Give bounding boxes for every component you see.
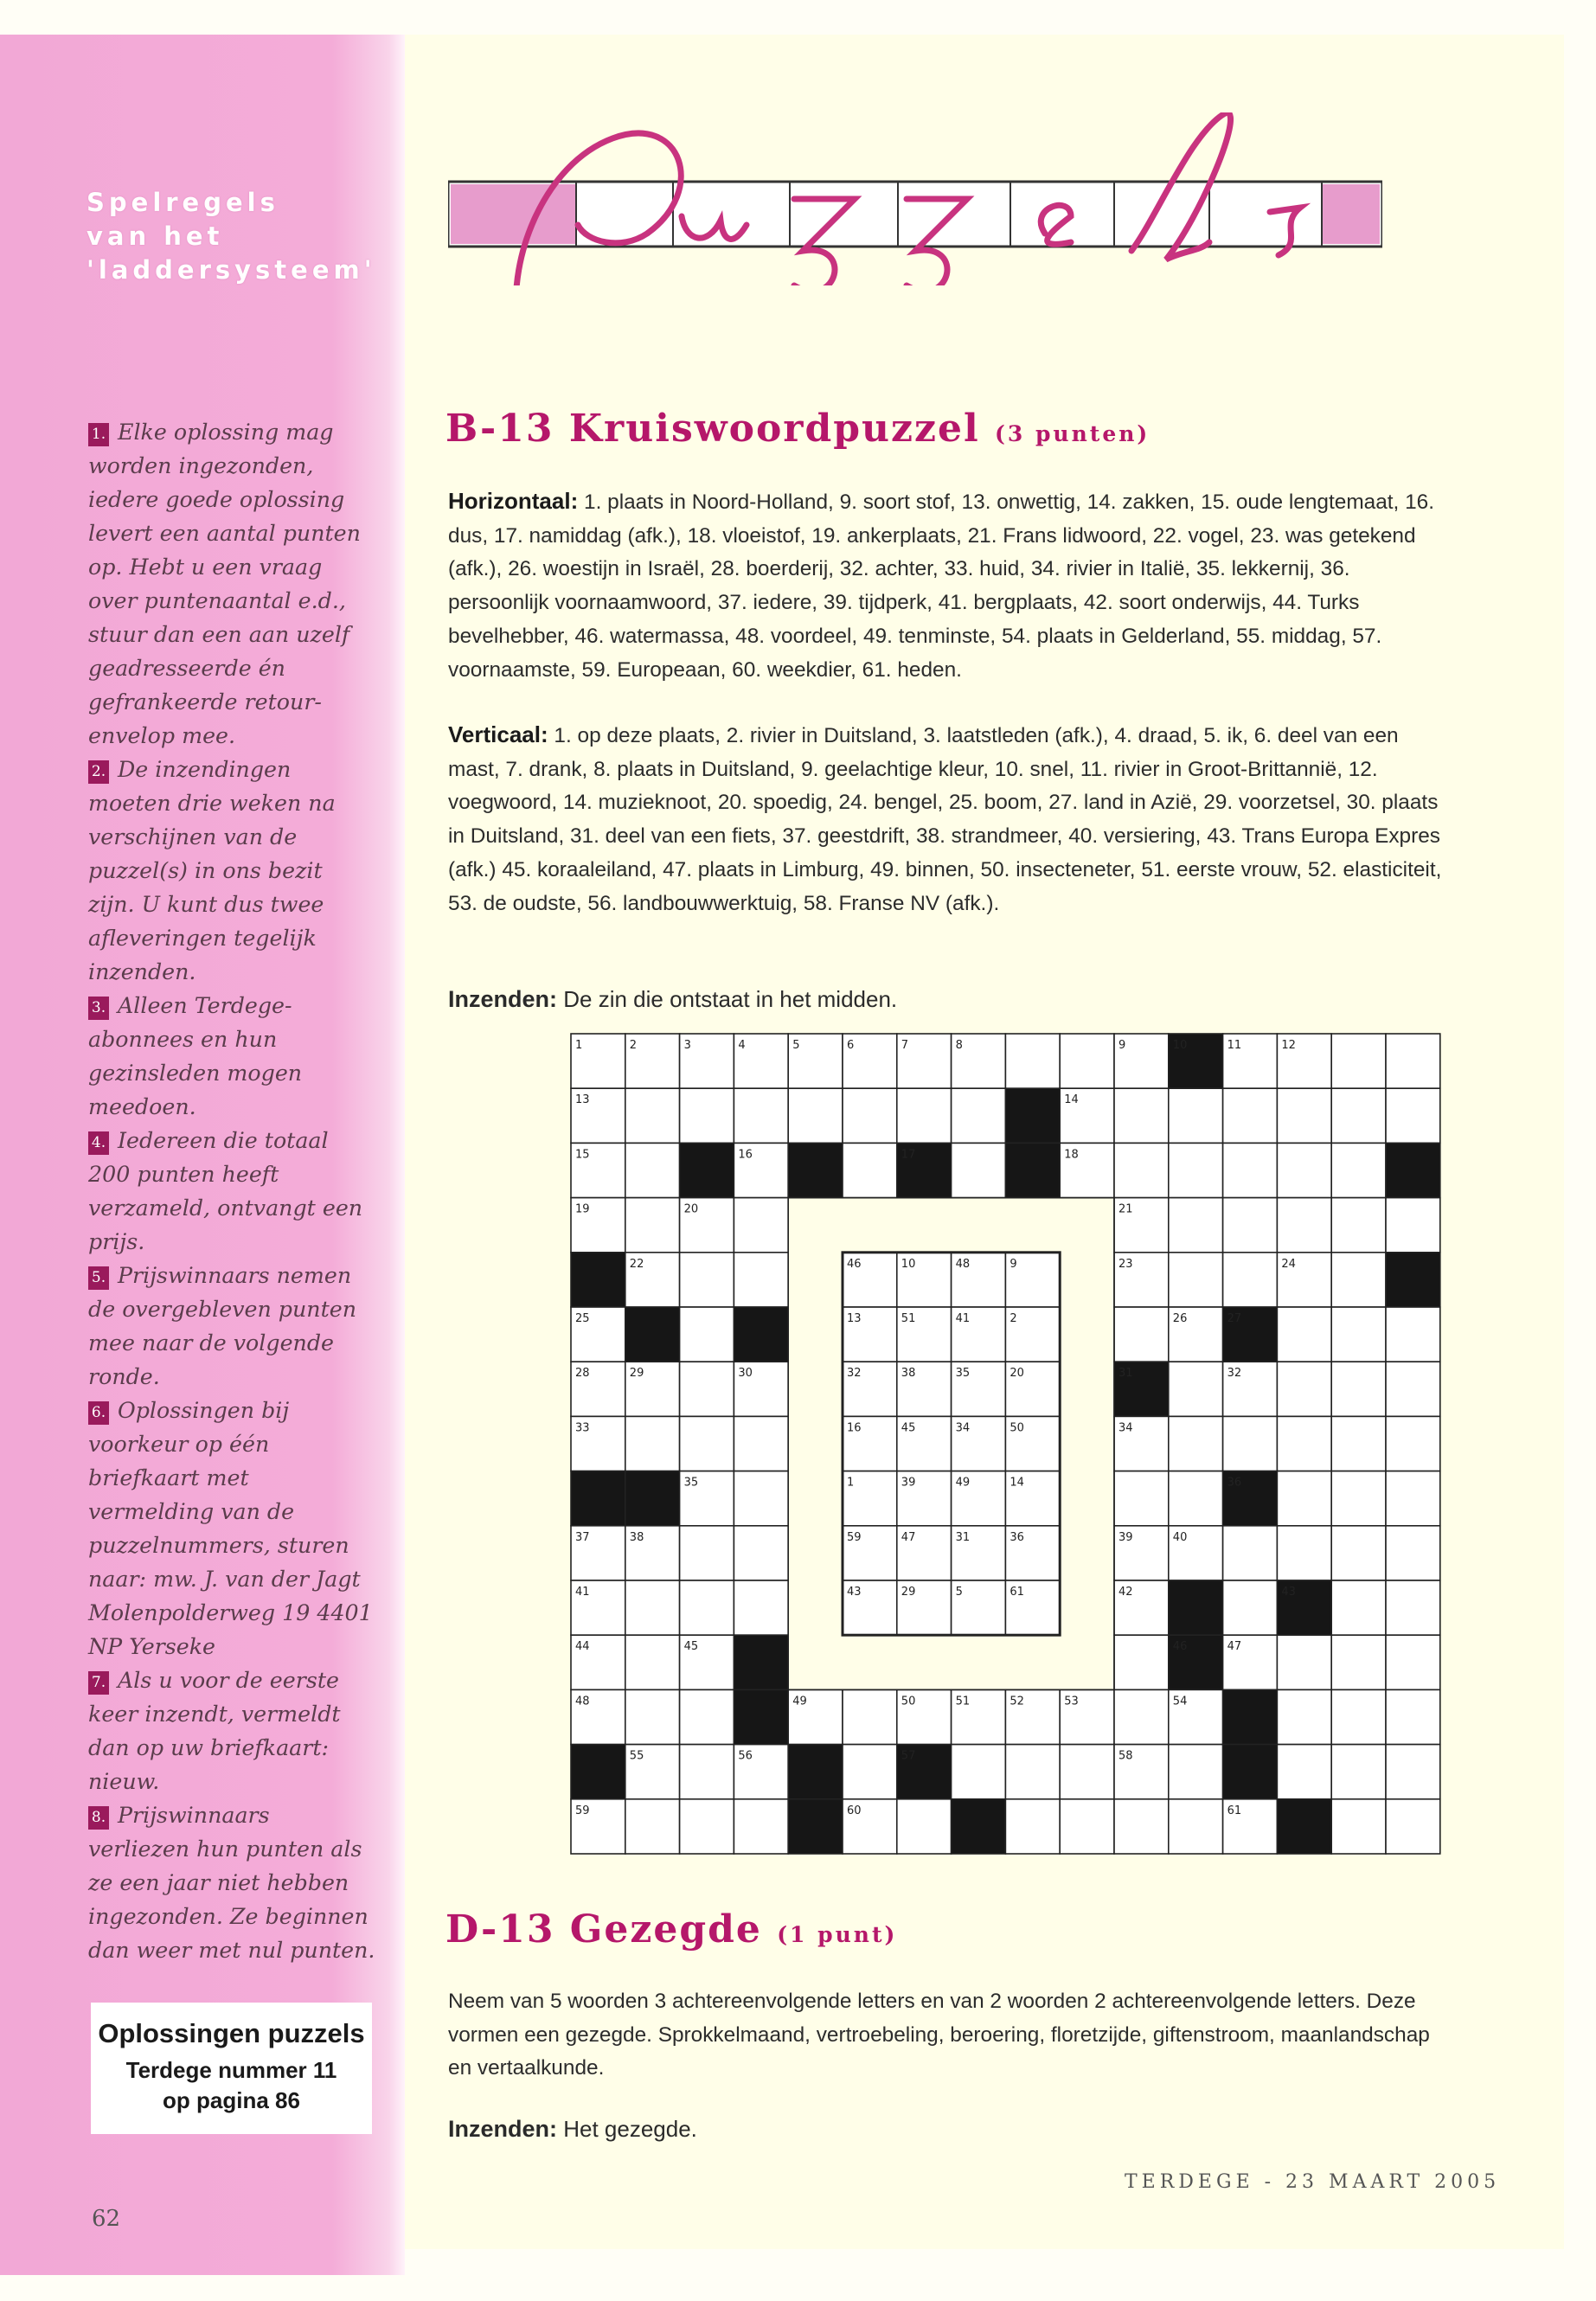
grid-cell[interactable] xyxy=(1386,1580,1440,1635)
grid-clue-number: 27 xyxy=(1227,1312,1242,1325)
grid-cell[interactable] xyxy=(843,1745,897,1799)
grid-block xyxy=(1223,1745,1278,1799)
grid-cell[interactable] xyxy=(1277,1635,1331,1689)
grid-cell[interactable] xyxy=(1277,1307,1331,1362)
magazine-footer: TERDEGE - 23 MAART 2005 xyxy=(1125,2171,1501,2193)
inner-clue-number: 43 xyxy=(847,1586,862,1599)
inner-clue-number: 16 xyxy=(847,1421,862,1435)
grid-clue-number: 15 xyxy=(575,1148,590,1162)
grid-cell[interactable] xyxy=(1277,1088,1331,1143)
grid-clue-number: 14 xyxy=(1064,1093,1079,1107)
grid-clue-number: 5 xyxy=(792,1039,800,1052)
grid-block xyxy=(571,1471,625,1526)
grid-clue-number: 40 xyxy=(1172,1530,1188,1544)
grid-cell[interactable] xyxy=(1386,1198,1440,1253)
grid-cell[interactable] xyxy=(1060,1799,1114,1854)
grid-clue-number: 35 xyxy=(683,1476,699,1490)
rules-heading-line: 'laddersysteem' xyxy=(87,255,376,285)
rule-text: Als u voor de eerste keer inzendt, vermeldt dan op uw briefkaart: nieuw. xyxy=(88,1668,341,1794)
grid-cell[interactable] xyxy=(680,1689,734,1744)
grid-cell[interactable] xyxy=(1060,1745,1114,1799)
inner-clue-number: 48 xyxy=(955,1257,971,1271)
inner-clue-number: 51 xyxy=(901,1312,916,1325)
grid-clue-number: 23 xyxy=(1118,1257,1133,1271)
grid-clue-number: 46 xyxy=(1172,1640,1188,1654)
grid-cell[interactable] xyxy=(1114,1471,1169,1526)
grid-clue-number: 34 xyxy=(1118,1421,1133,1435)
grid-cell[interactable] xyxy=(1114,1088,1169,1143)
grid-clue-number: 43 xyxy=(1281,1586,1296,1599)
grid-cell[interactable] xyxy=(1386,1745,1440,1799)
solutions-page: op pagina 86 xyxy=(163,2087,300,2113)
grid-clue-number: 20 xyxy=(683,1202,699,1216)
grid-cell[interactable] xyxy=(1386,1362,1440,1416)
grid-cell[interactable] xyxy=(680,1745,734,1799)
grid-clue-number: 57 xyxy=(901,1749,916,1763)
grid-clue-number: 16 xyxy=(738,1148,753,1162)
inner-clue-number: 29 xyxy=(901,1586,916,1599)
grid-cell[interactable] xyxy=(897,1799,952,1854)
rule-number: 4. xyxy=(88,1131,109,1155)
grid-clue-number: 45 xyxy=(683,1640,699,1654)
b13-submit-text: De zin die ontstaat in het midden. xyxy=(563,986,898,1012)
grid-clue-number: 6 xyxy=(847,1039,855,1052)
grid-cell[interactable] xyxy=(1005,1799,1060,1854)
grid-cell[interactable] xyxy=(952,1745,1006,1799)
grid-cell[interactable] xyxy=(1114,1143,1169,1197)
grid-clue-number: 12 xyxy=(1281,1039,1296,1052)
grid-cell[interactable] xyxy=(1114,1799,1169,1854)
d13-title xyxy=(445,1907,897,1952)
grid-cell[interactable] xyxy=(1331,1799,1386,1854)
grid-cell[interactable] xyxy=(1060,1034,1114,1088)
grid-clue-number: 2 xyxy=(629,1039,638,1052)
inner-clue-number: 38 xyxy=(901,1367,916,1381)
grid-cell[interactable] xyxy=(1223,1416,1278,1471)
grid-block xyxy=(1386,1253,1440,1307)
grid-block xyxy=(1005,1143,1060,1197)
grid-cell[interactable] xyxy=(680,1362,734,1416)
grid-block xyxy=(625,1471,680,1526)
grid-clue-number: 1 xyxy=(575,1039,583,1052)
grid-cell[interactable] xyxy=(1386,1689,1440,1744)
grid-cell[interactable] xyxy=(1277,1471,1331,1526)
grid-clue-number: 53 xyxy=(1064,1695,1079,1708)
grid-cell[interactable] xyxy=(788,1088,843,1143)
inner-clue-number: 9 xyxy=(1010,1257,1017,1271)
grid-cell[interactable] xyxy=(625,1416,680,1471)
grid-clue-number: 26 xyxy=(1172,1312,1188,1325)
rules-heading-line: Spelregels xyxy=(87,188,279,217)
grid-block xyxy=(1386,1143,1440,1197)
grid-clue-number: 48 xyxy=(575,1695,590,1708)
grid-block xyxy=(788,1799,843,1854)
grid-cell[interactable] xyxy=(1169,1253,1223,1307)
grid-cell[interactable] xyxy=(1277,1198,1331,1253)
grid-block xyxy=(734,1307,788,1362)
grid-cell[interactable] xyxy=(1331,1526,1386,1580)
grid-cell[interactable] xyxy=(1277,1362,1331,1416)
grid-cell[interactable] xyxy=(1331,1745,1386,1799)
grid-block xyxy=(571,1253,625,1307)
rule-number: 7. xyxy=(88,1671,109,1695)
grid-cell[interactable] xyxy=(625,1580,680,1635)
grid-cell[interactable] xyxy=(1386,1526,1440,1580)
grid-clue-number: 11 xyxy=(1227,1039,1242,1052)
page-number: 62 xyxy=(92,2206,121,2232)
grid-clue-number: 39 xyxy=(1118,1530,1133,1544)
grid-cell[interactable] xyxy=(734,1198,788,1253)
grid-cell[interactable] xyxy=(952,1088,1006,1143)
grid-cell[interactable] xyxy=(843,1088,897,1143)
solutions-title: Oplossingen puzzels xyxy=(98,2018,365,2048)
inner-clue-number: 14 xyxy=(1010,1476,1024,1490)
d13-title-text: D-13 Gezegde xyxy=(445,1907,762,1952)
grid-clue-number: 61 xyxy=(1227,1804,1242,1817)
d13-points: (1 punt) xyxy=(777,1922,898,1947)
grid-cell[interactable] xyxy=(680,1253,734,1307)
grid-clue-number: 32 xyxy=(1227,1367,1242,1381)
grid-block xyxy=(625,1307,680,1362)
grid-cell[interactable] xyxy=(734,1471,788,1526)
grid-cell[interactable] xyxy=(1277,1745,1331,1799)
grid-block xyxy=(680,1143,734,1197)
grid-block xyxy=(788,1745,843,1799)
rule-number: 1. xyxy=(88,423,109,446)
inner-clue-number: 61 xyxy=(1010,1586,1024,1599)
inner-clue-number: 10 xyxy=(901,1257,916,1271)
grid-clue-number: 52 xyxy=(1010,1695,1024,1708)
grid-cell[interactable] xyxy=(1277,1143,1331,1197)
grid-clue-number: 25 xyxy=(575,1312,590,1325)
grid-clue-number: 54 xyxy=(1172,1695,1188,1708)
grid-cell[interactable] xyxy=(1331,1253,1386,1307)
grid-cell[interactable] xyxy=(1169,1198,1223,1253)
vertical-label: Verticaal: xyxy=(448,721,548,747)
grid-cell[interactable] xyxy=(1331,1580,1386,1635)
grid-cell[interactable] xyxy=(1005,1745,1060,1799)
grid-cell[interactable] xyxy=(734,1416,788,1471)
grid-clue-number: 55 xyxy=(629,1749,644,1763)
grid-cell[interactable] xyxy=(952,1143,1006,1197)
inner-clue-number: 5 xyxy=(955,1586,963,1599)
grid-clue-number: 44 xyxy=(575,1640,590,1654)
grid-clue-number: 60 xyxy=(847,1804,862,1817)
grid-clue-number: 30 xyxy=(738,1367,753,1381)
vertical-clues-text: 1. op deze plaats, 2. rivier in Duitsland, 3. laatstleden (afk.), 4. draad, 5. ik, 6. deel van een mast, 7. drank, 8. plaats in Duitsland, 9. geelachtige kleur, 10. snel, 11. rivier in Groot-Brittannië, 12. voegwoord, 14. muzieknoot, 20. spoedig, 24. bengel, 25. boom, 27. land in Azië, 29. voorzetsel, 30. plaats in Duitsland, 31. deel van een fiets, 37. geestdrift, 38. strandmeer, 40. versiering, 43. Trans Europa Expres (afk.) 45. koraaleiland, 47. plaats in Limburg, 49. binnen, 50. insecteneter, 51. eerste vrouw, 52. elasticiteit, 53. de oudste, 56. landbouwwerktuig, 58. Franse NV (afk.). xyxy=(448,724,1442,915)
grid-cell[interactable] xyxy=(680,1307,734,1362)
grid-clue-number: 18 xyxy=(1064,1148,1079,1162)
grid-block xyxy=(1005,1088,1060,1143)
grid-clue-number: 10 xyxy=(1172,1039,1188,1052)
grid-cell[interactable] xyxy=(1114,1689,1169,1744)
grid-cell[interactable] xyxy=(1331,1471,1386,1526)
grid-cell[interactable] xyxy=(897,1088,952,1143)
grid-cell[interactable] xyxy=(680,1416,734,1471)
grid-cell[interactable] xyxy=(1277,1526,1331,1580)
b13-points: (3 punten) xyxy=(995,421,1151,446)
grid-cell[interactable] xyxy=(734,1088,788,1143)
horizontal-label: Horizontaal: xyxy=(448,488,579,514)
grid-cell[interactable] xyxy=(625,1143,680,1197)
grid-cell[interactable] xyxy=(1386,1034,1440,1088)
grid-clue-number: 42 xyxy=(1118,1586,1133,1599)
grid-cell[interactable] xyxy=(734,1799,788,1854)
grid-block xyxy=(788,1143,843,1197)
grid-cell[interactable] xyxy=(1386,1307,1440,1362)
grid-clue-number: 31 xyxy=(1118,1367,1133,1381)
grid-cell[interactable] xyxy=(1331,1088,1386,1143)
grid-cell[interactable] xyxy=(1331,1143,1386,1197)
inner-clue-number: 45 xyxy=(901,1421,916,1435)
grid-cell[interactable] xyxy=(1331,1635,1386,1689)
inner-clue-number: 13 xyxy=(847,1312,862,1325)
inner-clue-number: 39 xyxy=(901,1476,916,1490)
inner-clue-number: 32 xyxy=(847,1367,862,1381)
inner-clue-number: 34 xyxy=(955,1421,971,1435)
grid-cell[interactable] xyxy=(1386,1416,1440,1471)
grid-block xyxy=(1223,1689,1278,1744)
rules-heading-line: van het xyxy=(87,221,224,251)
inner-clue-number: 46 xyxy=(847,1257,862,1271)
grid-cell[interactable] xyxy=(734,1253,788,1307)
grid-cell[interactable] xyxy=(843,1689,897,1744)
rule-number: 6. xyxy=(88,1401,109,1425)
solutions-issue: Terdege nummer 11 xyxy=(125,2057,337,2083)
grid-cell[interactable] xyxy=(625,1799,680,1854)
rule-number: 2. xyxy=(88,760,109,784)
grid-clue-number: 37 xyxy=(575,1530,590,1544)
grid-clue-number: 4 xyxy=(738,1039,746,1052)
rule-text: Prijswinnaars nemen de overgebleven punten mee naar de volgende ronde. xyxy=(88,1263,357,1389)
inner-clue-number: 36 xyxy=(1010,1530,1024,1544)
grid-cell[interactable] xyxy=(734,1526,788,1580)
grid-clue-number: 47 xyxy=(1227,1640,1242,1654)
grid-clue-number: 50 xyxy=(901,1695,916,1708)
grid-clue-number: 58 xyxy=(1118,1749,1133,1763)
grid-cell[interactable] xyxy=(625,1689,680,1744)
grid-block xyxy=(734,1635,788,1689)
inner-clue-number: 49 xyxy=(955,1476,971,1490)
grid-cell[interactable] xyxy=(1331,1416,1386,1471)
grid-cell[interactable] xyxy=(1331,1689,1386,1744)
grid-clue-number: 28 xyxy=(575,1367,590,1381)
grid-clue-number: 3 xyxy=(683,1039,691,1052)
grid-clue-number: 22 xyxy=(629,1257,644,1271)
grid-clue-number: 8 xyxy=(955,1039,963,1052)
grid-cell[interactable] xyxy=(1386,1088,1440,1143)
grid-cell[interactable] xyxy=(1223,1143,1278,1197)
d13-instructions: Neem van 5 woorden 3 achtereenvolgende letters en van 2 woorden 2 achtereenvolgende letters. Deze vormen een gezegde. Sprokkelmaand, vertroebeling, beroering, floretzijde, giftenstroom, maanlandschap en vertaalkunde. xyxy=(448,1990,1430,2080)
grid-cell[interactable] xyxy=(1169,1362,1223,1416)
grid-cell[interactable] xyxy=(1223,1253,1278,1307)
d13-submit-label: Inzenden: xyxy=(448,2116,557,2142)
inner-clue-number: 1 xyxy=(847,1476,855,1490)
horizontal-clues-text: 1. plaats in Noord-Holland, 9. soort stof, 13. onwettig, 14. zakken, 15. oude lengtemaat, 16. dus, 17. namiddag (afk.), 18. vloeistof, 19. ankerplaats, 21. Frans lidwoord, 22. vogel, 23. was getekend (afk.), 26. woestijn in Israël, 28. boerderij, 32. achter, 33. huid, 34. rivier in Italië, 35. lekkernij, 36. persoonlijk voornaamwoord, 37. iedere, 39. tijdperk, 41. bergplaats, 42. soort onderwijs, 44. Turks bevelhebber, 46. watermassa, 48. voordeel, 49. tenminste, 54. plaats in Gelderland, 55. middag, 57. voornaamste, 59. Europeaan, 60. weekdier, 61. heden. xyxy=(448,490,1435,682)
grid-clue-number: 13 xyxy=(575,1093,590,1107)
rule-text: Iedereen die totaal 200 punten heeft verzameld, ontvangt een prijs. xyxy=(88,1128,363,1254)
grid-clue-number: 21 xyxy=(1118,1202,1133,1216)
rule-text: Alleen Terdege-abonnees en hun gezinsleden mogen meedoen. xyxy=(88,993,303,1119)
grid-cell[interactable] xyxy=(1277,1689,1331,1744)
grid-clue-number: 17 xyxy=(901,1148,916,1162)
inner-clue-number: 41 xyxy=(955,1312,971,1325)
grid-cell[interactable] xyxy=(1223,1088,1278,1143)
grid-clue-number: 38 xyxy=(629,1530,644,1544)
grid-cell[interactable] xyxy=(734,1580,788,1635)
grid-clue-number: 49 xyxy=(792,1695,807,1708)
rule-text: Oplossingen bij voorkeur op één briefkaart met vermelding van de puzzelnummers, sturen naar: mw. J. van der Jagt Molenpolderweg 19 4401 NP Yerseke xyxy=(88,1398,373,1659)
inner-clue-number: 2 xyxy=(1010,1312,1017,1325)
d13-submit-instruction xyxy=(448,2116,697,2143)
b13-title-text: B-13 Kruiswoordpuzzel xyxy=(445,407,980,451)
grid-clue-number: 24 xyxy=(1281,1257,1296,1271)
grid-cell[interactable] xyxy=(680,1088,734,1143)
grid-block xyxy=(1169,1580,1223,1635)
grid-clue-number: 33 xyxy=(575,1421,590,1435)
inner-clue-number: 47 xyxy=(901,1530,916,1544)
rule-text: Elke oplossing mag worden ingezonden, iedere goede oplossing levert een aantal punten op. Hebt u een vraag over puntenaantal e.d., stuur dan een aan uzelf geadresseerde én gefrankeerde retour-envelop mee. xyxy=(88,420,361,748)
rule-text: Prijswinnaars verliezen hun punten als ze een jaar niet hebben ingezonden. Ze beginnen dan weer met nul punten. xyxy=(88,1803,375,1963)
inner-clue-number: 31 xyxy=(955,1530,971,1544)
grid-clue-number: 29 xyxy=(629,1367,644,1381)
grid-cell[interactable] xyxy=(1386,1471,1440,1526)
grid-cell[interactable] xyxy=(625,1088,680,1143)
grid-cell[interactable] xyxy=(1386,1635,1440,1689)
inner-clue-number: 59 xyxy=(847,1530,862,1544)
grid-clue-number: 36 xyxy=(1227,1476,1242,1490)
grid-cell[interactable] xyxy=(1277,1416,1331,1471)
grid-cell[interactable] xyxy=(680,1526,734,1580)
rule-number: 5. xyxy=(88,1266,109,1290)
grid-clue-number: 59 xyxy=(575,1804,590,1817)
grid-cell[interactable] xyxy=(1386,1799,1440,1854)
grid-cell[interactable] xyxy=(1169,1799,1223,1854)
grid-clue-number: 7 xyxy=(901,1039,909,1052)
grid-cell[interactable] xyxy=(1223,1526,1278,1580)
grid-clue-number: 9 xyxy=(1118,1039,1126,1052)
grid-block xyxy=(571,1745,625,1799)
grid-cell[interactable] xyxy=(1331,1034,1386,1088)
grid-cell[interactable] xyxy=(1223,1580,1278,1635)
grid-block xyxy=(1277,1799,1331,1854)
grid-block xyxy=(734,1689,788,1744)
inner-clue-number: 35 xyxy=(955,1367,971,1381)
b13-submit-label: Inzenden: xyxy=(448,986,557,1012)
grid-clue-number: 56 xyxy=(738,1749,753,1763)
grid-cell[interactable] xyxy=(1114,1635,1169,1689)
grid-cell[interactable] xyxy=(680,1580,734,1635)
rule-number: 8. xyxy=(88,1806,109,1830)
grid-cell[interactable] xyxy=(1114,1307,1169,1362)
grid-cell[interactable] xyxy=(843,1143,897,1197)
rule-number: 3. xyxy=(88,997,109,1020)
grid-cell[interactable] xyxy=(1169,1143,1223,1197)
grid-clue-number: 51 xyxy=(955,1695,971,1708)
grid-cell[interactable] xyxy=(1169,1471,1223,1526)
grid-clue-number: 19 xyxy=(575,1202,590,1216)
rule-text: De inzendingen moeten drie weken na verschijnen van de puzzel(s) in ons bezit zijn. U kunt dus twee afleveringen tegelijk inzenden. xyxy=(88,757,336,984)
grid-block xyxy=(952,1799,1006,1854)
grid-cell[interactable] xyxy=(1331,1362,1386,1416)
d13-submit-text: Het gezegde. xyxy=(563,2116,697,2142)
grid-cell[interactable] xyxy=(1169,1088,1223,1143)
grid-cell[interactable] xyxy=(1331,1198,1386,1253)
inner-clue-number: 50 xyxy=(1010,1421,1024,1435)
grid-cell[interactable] xyxy=(1169,1416,1223,1471)
grid-cell[interactable] xyxy=(680,1799,734,1854)
grid-cell[interactable] xyxy=(1223,1198,1278,1253)
grid-clue-number: 41 xyxy=(575,1586,590,1599)
grid-cell[interactable] xyxy=(1331,1307,1386,1362)
grid-cell[interactable] xyxy=(625,1635,680,1689)
grid-cell[interactable] xyxy=(1005,1034,1060,1088)
inner-clue-number: 20 xyxy=(1010,1367,1024,1381)
grid-cell[interactable] xyxy=(1169,1745,1223,1799)
grid-cell[interactable] xyxy=(625,1198,680,1253)
